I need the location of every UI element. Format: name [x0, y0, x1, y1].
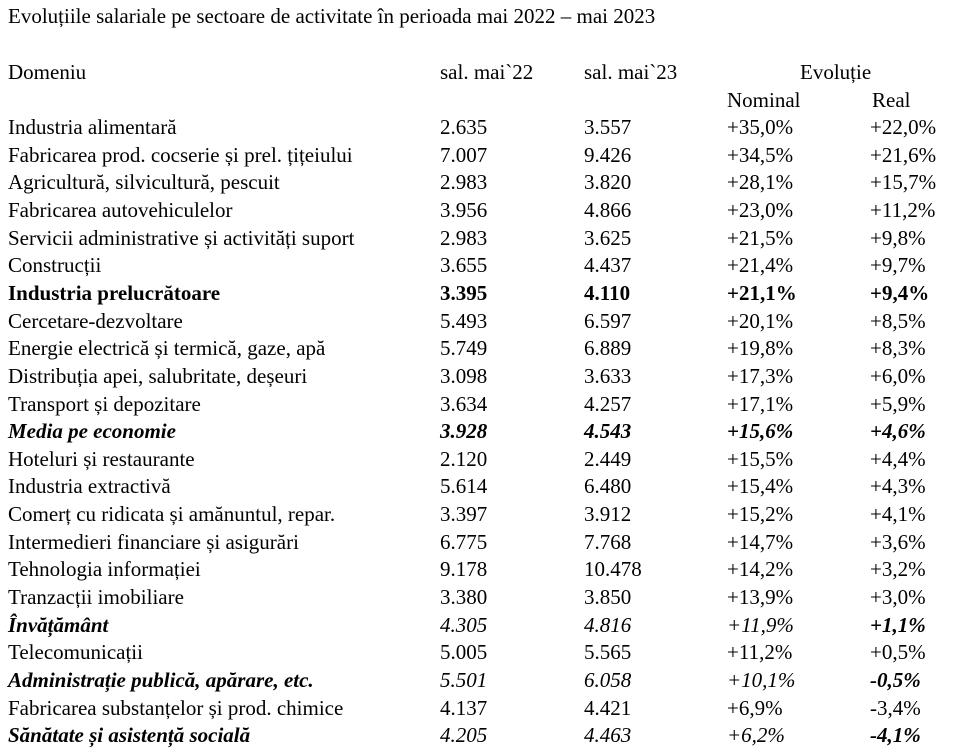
row-domain: Industria extractivă: [8, 474, 171, 499]
table-row: [0, 612, 955, 642]
header-salary-may-23: sal. mai`23: [584, 60, 678, 84]
row-domain: Comerț cu ridicata și amănuntul, repar.: [8, 502, 336, 527]
row-salary-may-22: 6.775: [440, 529, 488, 554]
row-domain: Intermedieri financiare și asigurări: [8, 529, 299, 554]
row-real-change: +3,0%: [870, 585, 926, 610]
row-domain: Servicii administrative și activități suport: [8, 225, 355, 250]
row-domain: Cercetare-dezvoltare: [8, 308, 183, 333]
row-salary-may-23: 4.257: [584, 391, 632, 416]
row-domain: Sănătate și asistență socială: [8, 723, 251, 748]
row-real-change: +11,2%: [870, 197, 936, 222]
row-nominal-change: +17,3%: [727, 363, 794, 388]
table-row: [0, 225, 955, 255]
row-salary-may-22: 3.397: [440, 502, 488, 527]
document-title: Evoluțiile salariale pe sectoare de activitate în perioada mai 2022 – mai 2023: [8, 4, 656, 28]
row-nominal-change: +14,7%: [727, 529, 794, 554]
row-real-change: +1,1%: [870, 612, 926, 637]
row-domain: Industria prelucrătoare: [8, 280, 221, 305]
row-salary-may-22: 4.205: [440, 723, 488, 748]
row-real-change: +4,1%: [870, 502, 926, 527]
row-nominal-change: +15,4%: [727, 474, 794, 499]
row-domain: Energie electrică și termică, gaze, apă: [8, 336, 326, 361]
row-salary-may-22: 3.395: [440, 280, 488, 305]
table-row: [0, 338, 955, 365]
row-salary-may-22: 3.956: [440, 197, 488, 222]
header-nominal: Nominal: [727, 88, 801, 112]
table-row: [0, 504, 955, 531]
row-domain: Fabricarea prod. cocserie și prel. țițeiului: [8, 142, 353, 167]
row-domain: Telecomunicații: [8, 640, 143, 665]
row-real-change: +3,2%: [870, 557, 926, 582]
table-row: [0, 559, 955, 586]
row-domain: Învățământ: [8, 612, 109, 637]
row-nominal-change: +34,5%: [727, 142, 794, 167]
row-salary-may-23: 4.110: [584, 280, 631, 305]
row-salary-may-23: 4.421: [584, 695, 632, 720]
row-salary-may-23: 6.058: [584, 668, 632, 692]
row-salary-may-23: 4.866: [584, 197, 632, 222]
table-row: [0, 587, 955, 614]
row-salary-may-22: 7.007: [440, 142, 488, 167]
row-nominal-change: +15,5%: [727, 446, 794, 471]
row-real-change: +8,5%: [870, 308, 926, 333]
row-salary-may-23: 4.543: [584, 419, 632, 444]
row-salary-may-23: 6.889: [584, 336, 632, 361]
row-salary-may-23: 10.478: [584, 557, 642, 582]
row-nominal-change: +10,1%: [727, 668, 796, 692]
table-row: [0, 446, 955, 476]
row-salary-may-23: 9.426: [584, 142, 632, 167]
row-real-change: +9,7%: [870, 253, 926, 278]
table-row: [0, 363, 955, 393]
table-row: [0, 117, 955, 144]
table-row: [0, 421, 955, 448]
row-nominal-change: +28,1%: [727, 170, 794, 195]
row-domain: Fabricarea autovehiculelor: [8, 197, 233, 222]
row-nominal-change: +17,1%: [727, 391, 794, 416]
row-real-change: -4,1%: [870, 723, 921, 748]
row-domain: Tranzacții imobiliare: [8, 585, 184, 610]
row-nominal-change: +6,9%: [727, 695, 783, 720]
row-salary-may-23: 3.633: [584, 363, 632, 388]
row-salary-may-22: 4.137: [440, 695, 488, 720]
header-domain: Domeniu: [8, 60, 87, 84]
row-salary-may-22: 2.983: [440, 225, 488, 250]
row-domain: Distribuția apei, salubritate, deșeuri: [8, 363, 308, 388]
row-salary-may-23: 3.850: [584, 585, 632, 610]
row-nominal-change: +21,5%: [727, 225, 794, 250]
row-salary-may-23: 3.625: [584, 225, 632, 250]
row-salary-may-23: 6.480: [584, 474, 632, 499]
row-real-change: +3,6%: [870, 529, 926, 554]
row-domain: Hoteluri și restaurante: [8, 446, 195, 471]
row-salary-may-22: 3.098: [440, 363, 488, 388]
row-salary-may-22: 5.501: [440, 668, 488, 692]
row-real-change: +0,5%: [870, 640, 926, 665]
row-nominal-change: +11,2%: [727, 640, 793, 665]
row-real-change: +9,4%: [870, 280, 930, 305]
table-row: [0, 280, 955, 310]
table-row: [0, 142, 955, 172]
row-salary-may-23: 3.820: [584, 170, 632, 195]
row-real-change: +6,0%: [870, 363, 926, 388]
row-nominal-change: +13,9%: [727, 585, 794, 610]
table-row: [0, 670, 955, 697]
row-salary-may-23: 4.463: [584, 723, 632, 748]
row-salary-may-23: 7.768: [584, 529, 632, 554]
row-real-change: +21,6%: [870, 142, 937, 167]
row-real-change: +5,9%: [870, 391, 926, 416]
row-salary-may-23: 3.557: [584, 115, 632, 139]
row-domain: Administrație publică, apărare, etc.: [8, 668, 314, 692]
row-salary-may-23: 2.449: [584, 446, 632, 471]
row-salary-may-22: 3.380: [440, 585, 488, 610]
table-row: [0, 308, 955, 338]
row-nominal-change: +21,1%: [727, 280, 797, 305]
row-nominal-change: +11,9%: [727, 612, 794, 637]
table-row: [0, 725, 955, 752]
row-real-change: +4,4%: [870, 446, 926, 471]
row-real-change: +9,8%: [870, 225, 926, 250]
table-row: [0, 529, 955, 559]
row-domain: Tehnologia informației: [8, 557, 201, 582]
row-salary-may-23: 4.437: [584, 253, 632, 278]
table-row: [0, 476, 955, 503]
row-nominal-change: +35,0%: [727, 115, 794, 139]
row-real-change: +8,3%: [870, 336, 926, 361]
row-real-change: -0,5%: [870, 668, 921, 692]
table-row: [0, 695, 955, 725]
header-evolution: Evoluție: [800, 60, 872, 84]
row-salary-may-23: 3.912: [584, 502, 632, 527]
row-salary-may-22: 5.749: [440, 336, 488, 361]
table-row: [0, 172, 955, 199]
row-salary-may-22: 3.634: [440, 391, 488, 416]
row-real-change: +4,3%: [870, 474, 926, 499]
row-real-change: +4,6%: [870, 419, 926, 444]
row-nominal-change: +6,2%: [727, 723, 785, 748]
row-salary-may-22: 2.983: [440, 170, 488, 195]
row-salary-may-22: 4.305: [440, 612, 488, 637]
row-salary-may-22: 3.928: [440, 419, 488, 444]
row-nominal-change: +15,2%: [727, 502, 794, 527]
row-nominal-change: +21,4%: [727, 253, 794, 278]
row-salary-may-23: 5.565: [584, 640, 632, 665]
row-domain: Transport și depozitare: [8, 391, 201, 416]
row-nominal-change: +19,8%: [727, 336, 794, 361]
header-real: Real: [872, 88, 911, 112]
header-salary-may-22: sal. mai`22: [440, 60, 534, 84]
table-row: [0, 391, 955, 421]
row-domain: Agricultură, silvicultură, pescuit: [8, 170, 280, 195]
row-salary-may-22: 5.493: [440, 308, 488, 333]
row-salary-may-22: 2.635: [440, 115, 488, 139]
row-real-change: +22,0%: [870, 115, 937, 139]
row-salary-may-22: 2.120: [440, 446, 488, 471]
row-salary-may-23: 6.597: [584, 308, 632, 333]
row-salary-may-22: 3.655: [440, 253, 488, 278]
row-domain: Fabricarea substanțelor și prod. chimice: [8, 695, 344, 720]
row-nominal-change: +15,6%: [727, 419, 794, 444]
row-nominal-change: +20,1%: [727, 308, 794, 333]
row-salary-may-22: 9.178: [440, 557, 488, 582]
row-salary-may-22: 5.614: [440, 474, 488, 499]
row-domain: Industria alimentară: [8, 115, 177, 139]
row-real-change: -3,4%: [870, 695, 921, 720]
table-row: [0, 642, 955, 669]
row-salary-may-22: 5.005: [440, 640, 488, 665]
row-domain: Media pe economie: [8, 419, 176, 444]
table-row: [0, 255, 955, 282]
row-real-change: +15,7%: [870, 170, 937, 195]
row-nominal-change: +23,0%: [727, 197, 794, 222]
row-salary-may-23: 4.816: [584, 612, 632, 637]
row-nominal-change: +14,2%: [727, 557, 794, 582]
row-domain: Construcții: [8, 253, 102, 278]
table-row: [0, 197, 955, 227]
